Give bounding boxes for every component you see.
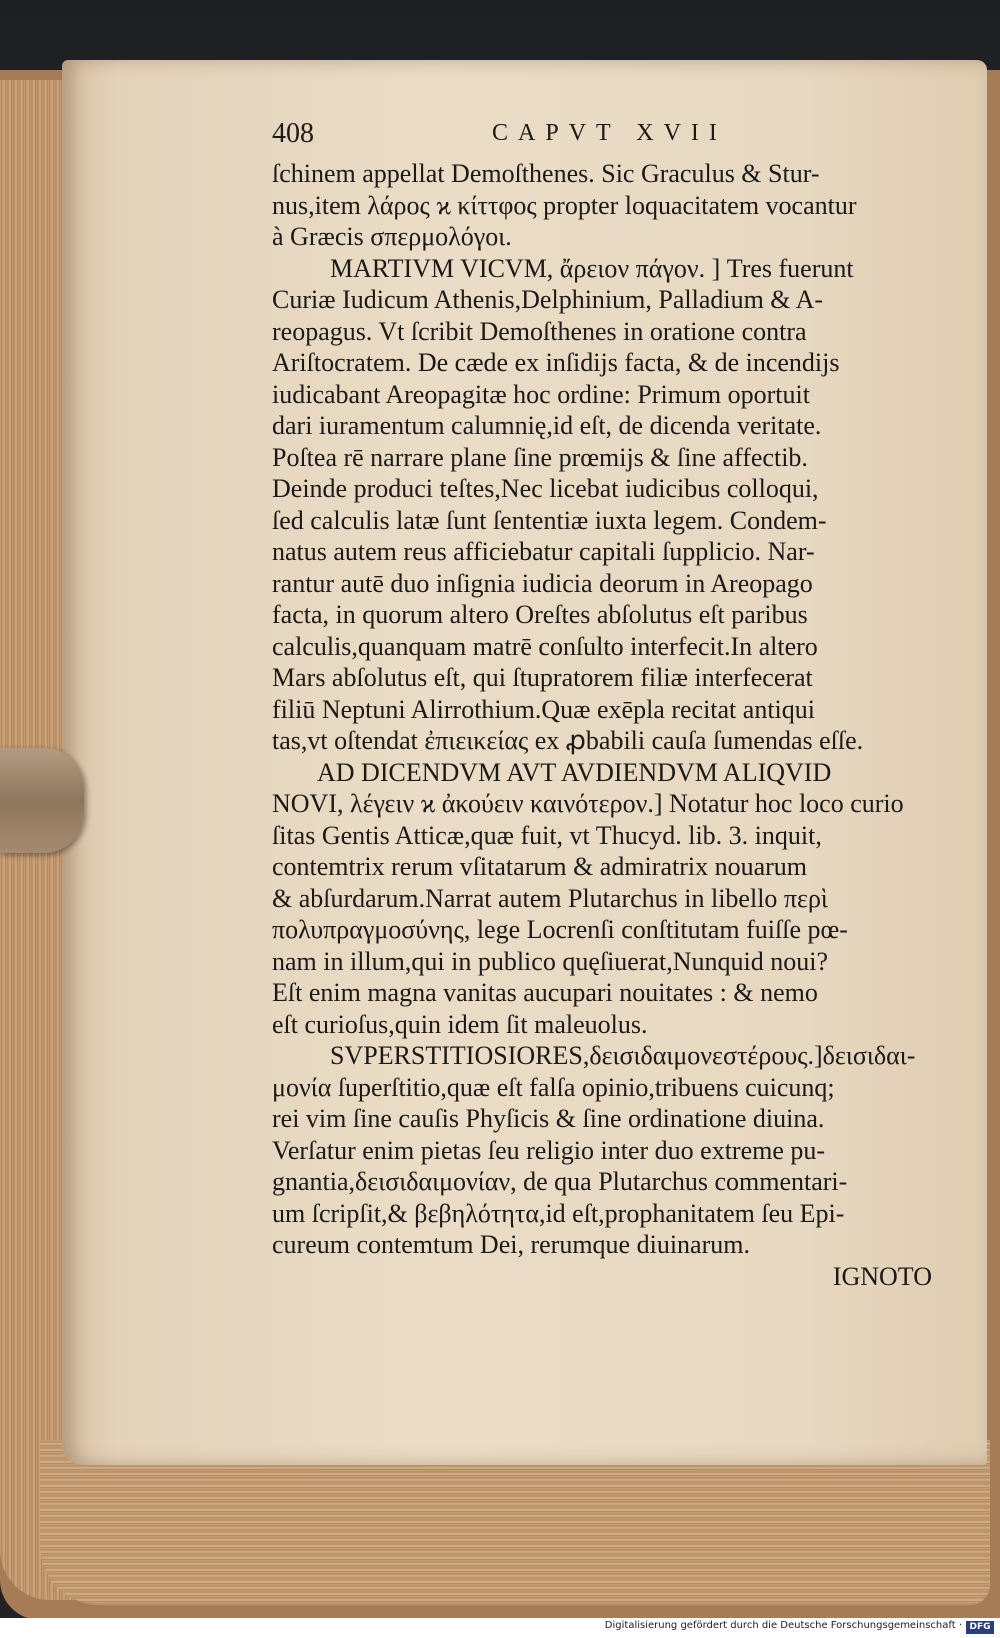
- digitization-footer: [0, 1618, 1000, 1638]
- text-line: ſchinem appellat Demoſthenes. Sic Graculus & Stur-: [272, 159, 820, 188]
- text-line: & abſurdarum.Narrat autem Plutarchus in libello περὶ: [272, 883, 828, 913]
- text-block: [272, 118, 962, 1292]
- text-line: Curiæ Iudicum Athenis,Delphinium, Palladium & A-: [272, 285, 824, 314]
- text-line: gnantia,δεισιδαιμονίαν, de qua Plutarchus commentari-: [272, 1167, 848, 1196]
- funding-credit: Digitalisierung gefördert durch die Deutsche Forschungsgemeinschaft ·: [604, 1620, 962, 1631]
- lemma-line: MARTIVM VICVM, ἄρειον πάγον. ] Tres fuerunt: [330, 253, 854, 283]
- text-line: μονία ſuperſtitio,quæ eſt falſa opinio,tribuens cuicunq;: [272, 1072, 835, 1102]
- text-line: reopagus. Vt ſcribit Demoſthenes in oratione contra: [272, 316, 807, 346]
- text-line: iudicabant Areopagitæ hoc ordine: Primum oportuit: [272, 379, 810, 409]
- text-line: filiū Neptuni Alirrothium.Quæ exēpla recitat antiqui: [272, 694, 815, 724]
- text-line: rei vim ſine cauſis Phyſicis & ſine ordinatione diuina.: [272, 1104, 825, 1133]
- page-number: 408: [272, 118, 314, 149]
- text-line: Eſt enim magna vanitas aucupari nouitates : & nemo: [272, 978, 818, 1007]
- text-line: nus,item λάρος ϰ κίττφος propter loquacitatem vocantur: [272, 190, 857, 220]
- text-line: Verſatur enim pietas ſeu religio inter duo extreme pu-: [272, 1135, 826, 1165]
- text-line: Poſtea rē narrare plane ſine prœmijs & ſine affectib.: [272, 442, 808, 472]
- text-line: Deinde produci teſtes,Nec licebat iudicibus colloqui,: [272, 474, 819, 503]
- text-line: ſitas Gentis Atticæ,quæ fuit, vt Thucyd. lib. 3. inquit,: [272, 820, 822, 850]
- text-line: à Græcis σπερμολόγοι.: [272, 222, 512, 251]
- text-line: cureum contemtum Dei, rerumque diuinarum.: [272, 1230, 750, 1259]
- text-line: Ariſtocratem. De cæde ex inſidijs facta, & de incendijs: [272, 348, 840, 377]
- text-line: contemtrix rerum vſitatarum & admiratrix nouarum: [272, 852, 808, 881]
- dfg-logo: DFG: [966, 1621, 994, 1634]
- lemma-line: SVPERSTITIOSIORES,δεισιδαιμονεστέρους.]δεισιδαι-: [330, 1041, 916, 1070]
- text-line: um ſcripſit,& βεβηλότητα,id eſt,prophanitatem ſeu Epi-: [272, 1198, 845, 1228]
- text-line: tas,vt oſtendat ἐπιεικείας ex ꝓbabili cauſa ſumendas eſſe.: [272, 726, 864, 755]
- text-line: dari iuramentum calumnię,id eſt, de dicenda veritate.: [272, 411, 822, 440]
- text-line: calculis,quanquam matrē conſulto interfecit.In altero: [272, 631, 818, 661]
- lemma-line: AD DICENDVM AVT AVDIENDVM ALIQVID: [317, 757, 832, 787]
- catchword: IGNOTO: [832, 1261, 932, 1291]
- bookmark-ribbon: [0, 748, 84, 853]
- text-line: ſed calculis latæ ſunt ſententiæ iuxta legem. Condem-: [272, 505, 827, 535]
- text-line: πολυπραγμοσύνης, lege Locrenſi conſtitutam fuiſſe pœ-: [272, 915, 848, 944]
- text-line: Mars abſolutus eſt, qui ſtupratorem filiæ interfecerat: [272, 663, 813, 692]
- text-line: natus autem reus afficiebatur capitali ſupplicio. Nar-: [272, 537, 815, 566]
- text-line: facta, in quorum altero Oreſtes abſolutus eſt paribus: [272, 600, 808, 629]
- text-line: nam in illum,qui in publico quęſiuerat,Nunquid noui?: [272, 946, 829, 976]
- text-line: NOVI, λέγειν ϰ ἀκούειν καινότερον.] Notatur hoc loco curio: [272, 789, 904, 818]
- text-line: eſt curioſus,quin idem ſit maleuolus.: [272, 1009, 648, 1039]
- chapter-title: CAPVT XVII: [492, 120, 727, 146]
- text-line: rantur autē duo inſignia iudicia deorum in Areopago: [272, 568, 813, 598]
- running-head: [272, 118, 962, 158]
